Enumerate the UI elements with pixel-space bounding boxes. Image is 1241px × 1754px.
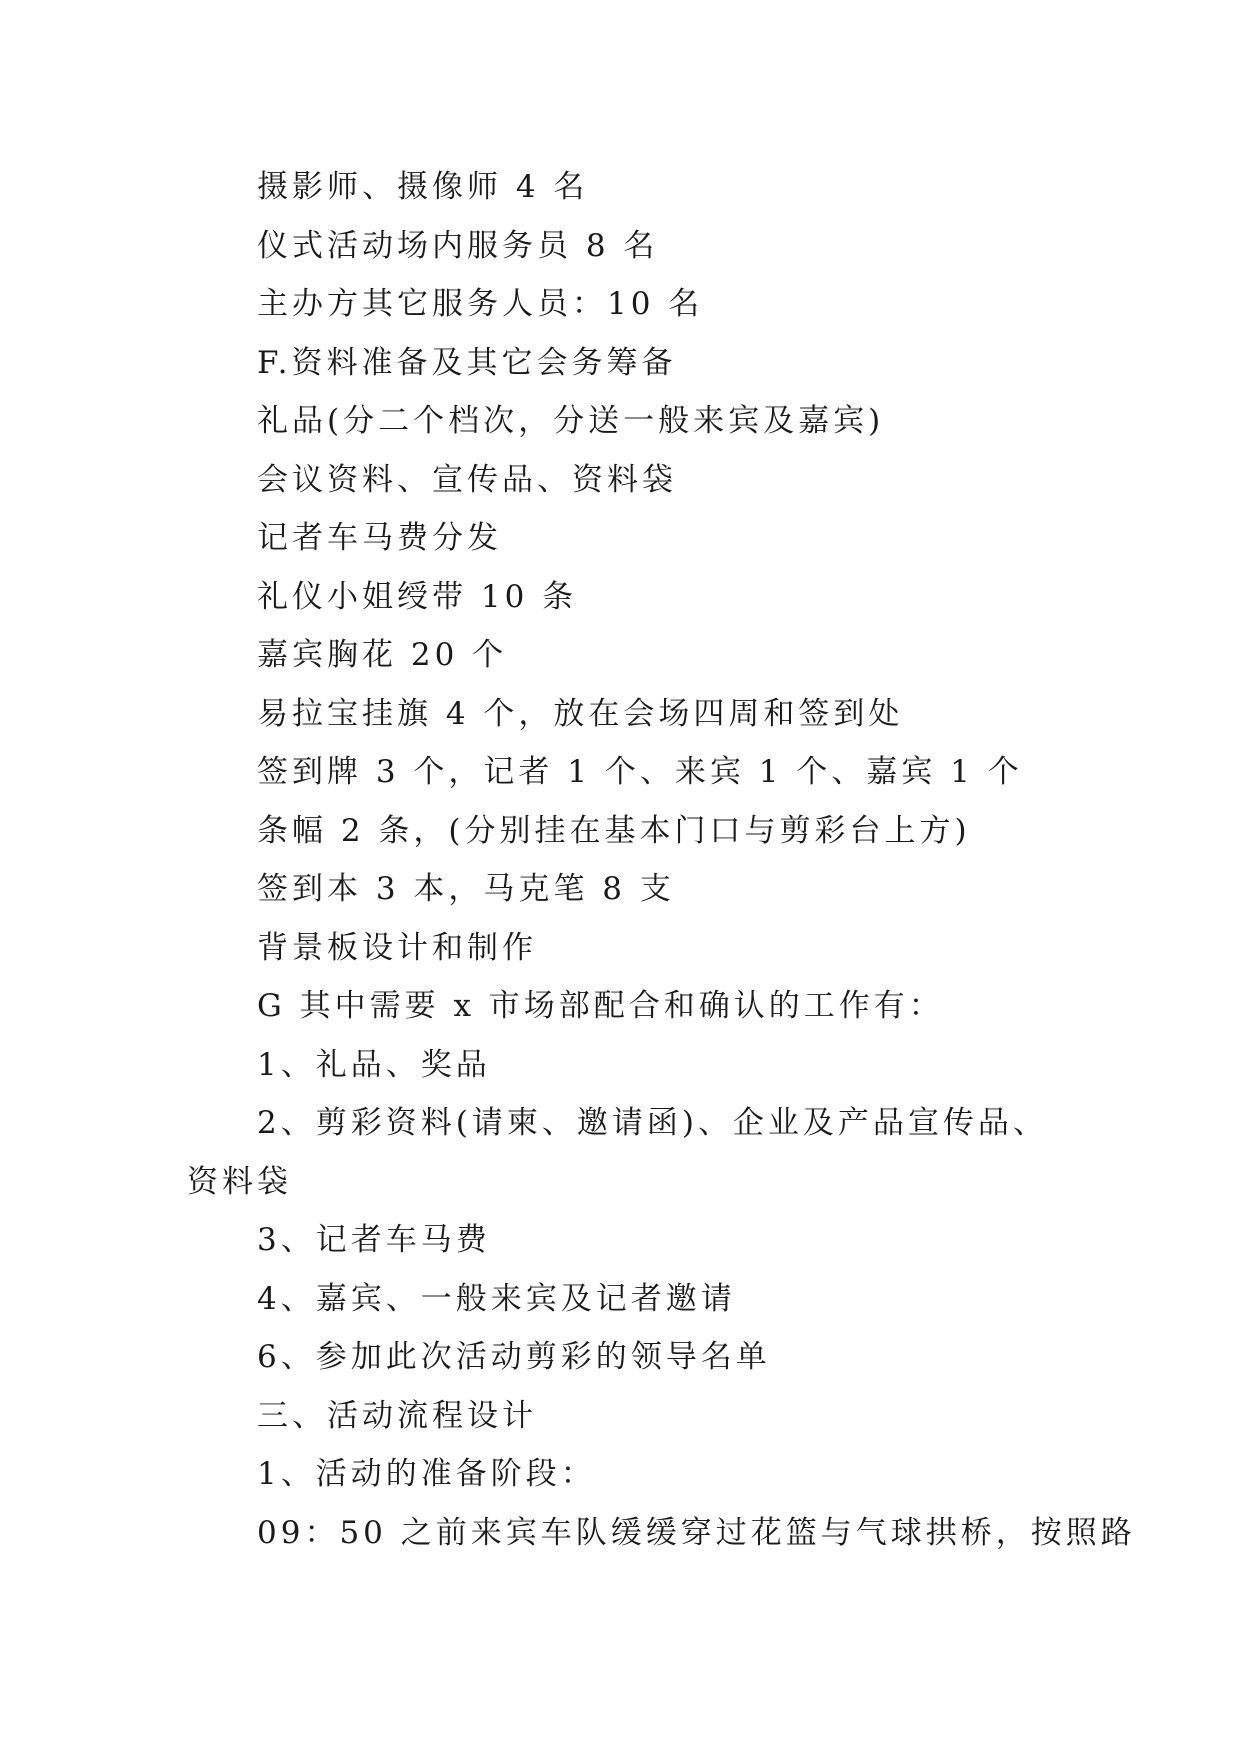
text-line: 记者车马费分发	[257, 520, 502, 556]
text-line: 6、参加此次活动剪彩的领导名单	[257, 1339, 771, 1375]
text-line: G 其中需要 x 市场部配合和确认的工作有：	[257, 988, 944, 1024]
text-line: 摄影师、摄像师 4 名	[257, 169, 589, 205]
text-line: 仪式活动场内服务员 8 名	[257, 227, 659, 264]
text-line: 背景板设计和制作	[257, 929, 537, 966]
text-line: 1、礼品、奖品	[257, 1046, 491, 1083]
text-line: 三、活动流程设计	[257, 1397, 537, 1434]
text-line: 3、记者车马费	[257, 1222, 491, 1258]
text-line: F.资料准备及其它会务筹备	[257, 344, 677, 381]
text-line: 签到牌 3 个，记者 1 个、来宾 1 个、嘉宾 1 个	[257, 754, 1023, 790]
text-line: 嘉宾胸花 20 个	[257, 637, 508, 673]
text-line: 礼仪小姐绶带 10 条	[257, 578, 578, 615]
text-line: 主办方其它服务人员：10 名	[257, 286, 704, 322]
text-line: 会议资料、宣传品、资料袋	[257, 461, 677, 498]
text-line: 2、剪彩资料(请柬、邀请函)、企业及产品宣传品、资料袋	[187, 1105, 1048, 1200]
text-line: 礼品(分二个档次，分送一般来宾及嘉宾)	[257, 403, 885, 439]
text-line: 易拉宝挂旗 4 个，放在会场四周和签到处	[257, 695, 904, 732]
text-line: 1、活动的准备阶段：	[257, 1456, 596, 1492]
text-line: 条幅 2 条，(分别挂在基本门口与剪彩台上方)	[257, 812, 971, 849]
text-line: 签到本 3 本，马克笔 8 支	[257, 871, 675, 907]
text-line: 09：50 之前来宾车队缓缓穿过花篮与气球拱桥，按照路	[257, 1514, 1136, 1551]
document-body	[187, 158, 1136, 1562]
text-line: 4、嘉宾、一般来宾及记者邀请	[257, 1280, 736, 1317]
